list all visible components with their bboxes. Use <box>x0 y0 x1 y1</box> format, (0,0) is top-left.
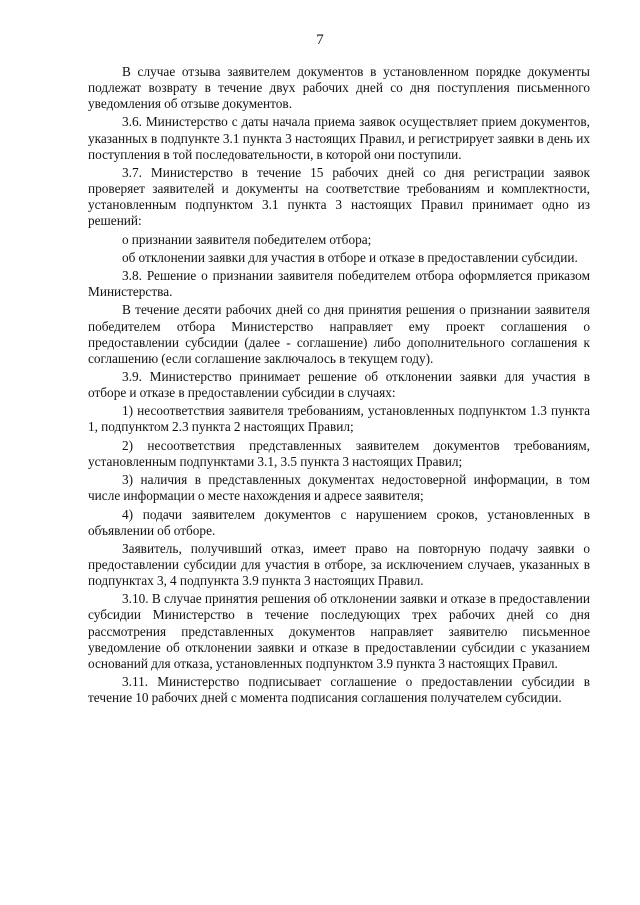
page-number: 7 <box>316 32 324 48</box>
paragraph-3-8: 3.8. Решение о признании заявителя победителем отбора оформляется приказом Министерства. <box>88 268 590 300</box>
rejection-reason-2: 2) несоответствия представленных заявителем документов требованиям, установленным подпунктами 3.1, 3.5 пункта 3 настоящих Правил; <box>88 437 590 469</box>
rejection-reason-4: 4) подачи заявителем документов с нарушением сроков, установленных в объявлении об отборе. <box>88 506 590 538</box>
decision-option-reject: об отклонении заявки для участия в отборе и отказе в предоставлении субсидии. <box>122 249 578 265</box>
paragraph-3-9: 3.9. Министерство принимает решение об отклонении заявки для участия в отборе и отказе в предоставлении субсидии в случаях: <box>88 369 590 401</box>
document-body <box>88 64 590 708</box>
paragraph-withdrawal: В случае отзыва заявителем документов в установленном порядке документы подлежат возврату в течение двух рабочих дней со дня поступления письменного уведомления об отзыве документов. <box>88 64 590 112</box>
rejection-reason-1: 1) несоответствия заявителя требованиям, установленных подпунктом 1.3 пункта 1, подпунктом 2.3 пункта 2 настоящих Правил; <box>88 403 590 435</box>
paragraph-agreement-draft: В течение десяти рабочих дней со дня принятия решения о признании заявителя победителем отбора Министерство направляет ему проект соглашения о предоставлении субсидии (далее - соглашение) либо дополнительного соглашения к соглашению (если соглашение заключалось в текущем году). <box>88 302 590 366</box>
rejection-reason-3: 3) наличия в представленных документах недостоверной информации, в том числе информации о месте нахождения и адресе заявителя; <box>88 472 590 504</box>
paragraph-3-6: 3.6. Министерство с даты начала приема заявок осуществляет прием документов, указанных в подпункте 3.1 пункта 3 настоящих Правил, и регистрирует заявки в день их поступления в той последовательности, в которой они поступили. <box>88 114 590 162</box>
paragraph-reapplication: Заявитель, получивший отказ, имеет право на повторную подачу заявки о предоставлении субсидии для участия в отборе, за исключением случаев, указанных в подпунктах 3, 4 подпункта 3.9 пункта 3 настоящих Правил. <box>88 540 590 589</box>
paragraph-3-11: 3.11. Министерство подписывает соглашение о предоставлении субсидии в течение 10 рабочих дней с момента подписания соглашения получателем субсидии. <box>88 674 590 706</box>
paragraph-3-7: 3.7. Министерство в течение 15 рабочих дней со дня регистрации заявок проверяет заявителей и документы на соответствие требованиям и комплектности, установленным подпунктом 3.1 пункта 3 настоящих Правил принимает одно из решений: <box>88 164 590 229</box>
decision-option-winner: о признании заявителя победителем отбора; <box>122 231 372 247</box>
paragraph-3-10: 3.10. В случае принятия решения об отклонении заявки и отказе в предоставлении субсидии Министерство в течение последующих трех рабочих дней со дня рассмотрения представленных документов направляет заявителю письменное уведомление об отклонении заявки и отказе в предоставлении субсидии с указанием оснований для отказа, установленных подпунктом 3.9 пункта 3 настоящих Правил. <box>88 591 590 671</box>
